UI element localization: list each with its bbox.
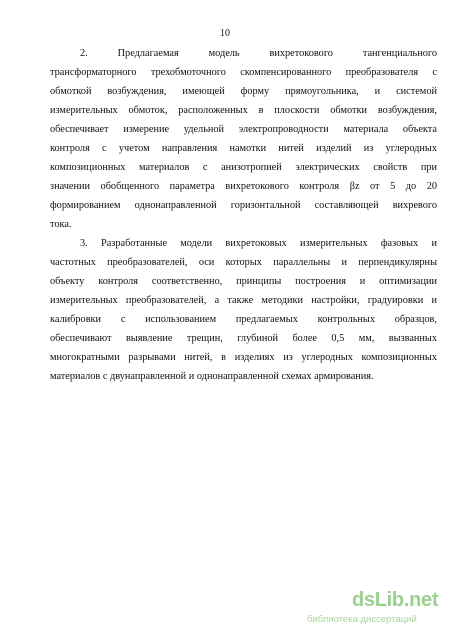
text-line: обеспечивает измерение удельной электропроводности материала объекта bbox=[50, 124, 437, 135]
text-line: материалов с двунаправленной и однонаправленной схемах армирования. bbox=[50, 371, 374, 382]
paragraph-2 bbox=[50, 44, 437, 234]
watermark bbox=[307, 589, 442, 625]
text-line: контроля с учетом направления намотки нитей изделий из углеродных bbox=[50, 143, 437, 154]
text-line: композиционных материалов с анизотропией электрических свойств при bbox=[50, 162, 437, 173]
text-line: многократными разрывами нитей, в изделиях из углеродных композиционных bbox=[50, 352, 437, 363]
text-line: 2. Предлагаемая модель вихретокового тангенциального bbox=[80, 48, 437, 59]
text-line: тока. bbox=[50, 219, 72, 230]
text-line: 3. Разработанные модели вихретоковых измерительных фазовых и bbox=[80, 238, 437, 249]
text-line: частотных преобразователей, оси которых параллельны и перпендикулярны bbox=[50, 257, 437, 268]
watermark-caption: библиотека диссертаций bbox=[307, 614, 417, 625]
paragraph-3 bbox=[50, 234, 437, 386]
text-line: формированием однонаправленной горизонтальной составляющей вихревого bbox=[50, 200, 437, 211]
text-line: значении обобщенного параметра вихретокового контроля βz от 5 до 20 bbox=[50, 181, 437, 192]
text-line: обеспечивают выявление трещин, глубиной более 0,5 мм, вызванных bbox=[50, 333, 437, 344]
text-line: обмоткой возбуждения, имеющей форму прямоугольника, и системой bbox=[50, 86, 437, 97]
text-line: трансформаторного трехобмоточного скомпенсированного преобразователя с bbox=[50, 67, 437, 78]
page-number: 10 bbox=[220, 28, 230, 39]
text-line: объекту контроля соответственно, принципы построения и оптимизации bbox=[50, 276, 437, 287]
text-line: измерительных преобразователей, а также методики настройки, градуировки и bbox=[50, 295, 437, 306]
document-body bbox=[50, 44, 437, 386]
watermark-logo: dsLib.net bbox=[352, 589, 439, 611]
text-line: измерительных обмоток, расположенных в плоскости обмотки возбуждения, bbox=[50, 105, 437, 116]
text-line: калибровки с использованием предлагаемых контрольных образцов, bbox=[50, 314, 437, 325]
